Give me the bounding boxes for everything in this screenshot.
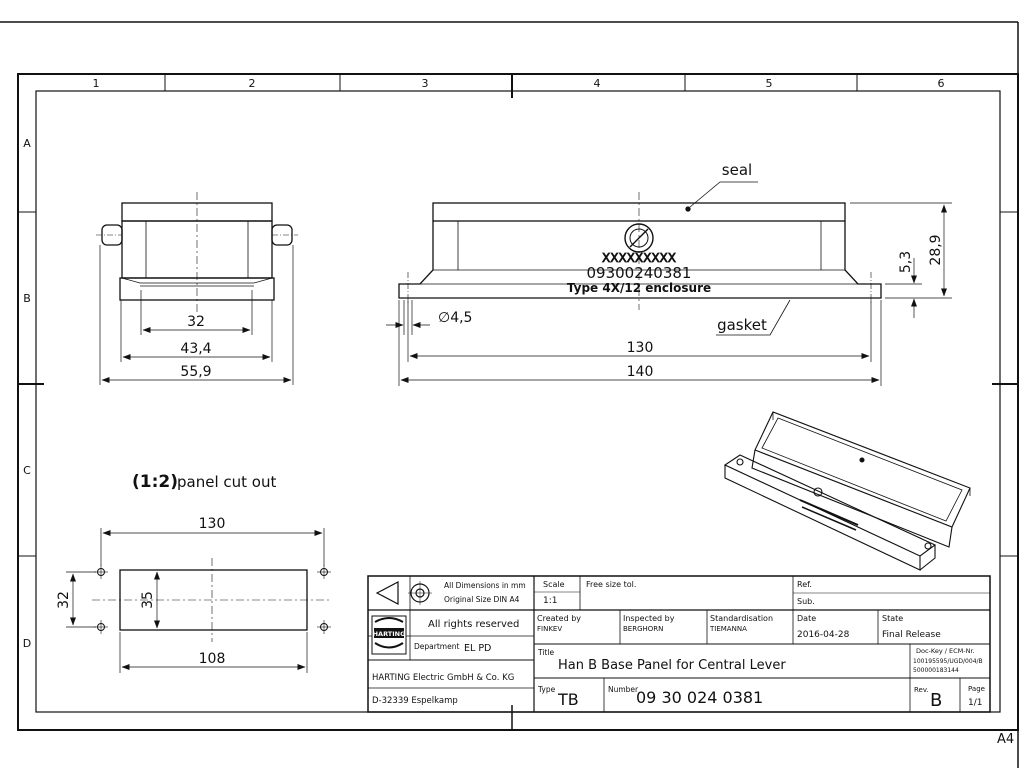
state-value: Final Release [882, 630, 941, 640]
logo-text: HARTING [372, 630, 406, 638]
title-block-text [372, 580, 985, 711]
harting-logo [372, 616, 406, 654]
title-label: Title [538, 648, 555, 657]
dim-label: 28,9 [928, 234, 944, 266]
side-view-labels [567, 161, 790, 335]
dim-label: 5,3 [898, 250, 914, 274]
column-labels [93, 77, 945, 90]
dim-label: 32 [56, 591, 72, 609]
doc-key-label: Doc-Key / ECM-Nr. [916, 647, 975, 655]
type-label: Type [538, 685, 556, 694]
dim-label: 35 [140, 591, 156, 609]
dim-label: 43,4 [180, 341, 212, 357]
dim-label: 108 [198, 651, 226, 667]
front-view [96, 192, 298, 312]
marking-line-1: XXXXXXXXX [602, 251, 676, 265]
cutout-scale: (1:2) [132, 472, 178, 492]
dim-label: 32 [187, 314, 205, 330]
department-value: EL PD [464, 643, 492, 654]
number-label: Number [608, 685, 639, 694]
doc-key-line-1: 100195595/UGD/004/B [913, 658, 983, 665]
col-label: 5 [765, 77, 773, 90]
cutout-dim-labels [56, 516, 225, 667]
title-value: Han B Base Panel for Central Lever [558, 658, 786, 673]
ref-label: Ref. [797, 580, 812, 589]
company-address: D-32339 Espelkamp [372, 696, 458, 706]
dim-label: 55,9 [180, 364, 212, 380]
col-label: 4 [593, 77, 601, 90]
dim-label: 130 [198, 516, 226, 532]
row-label: B [23, 292, 31, 305]
seal-label: seal [721, 161, 753, 179]
doc-key-line-2: 500000183144 [913, 667, 959, 674]
hole-dim-label: ∅4,5 [438, 310, 473, 326]
standardisation-label: Standardisation [710, 614, 774, 623]
row-labels [23, 137, 31, 650]
side-view-dim-labels [438, 234, 944, 380]
dim-label: 130 [626, 340, 654, 356]
company-name: HARTING Electric GmbH & Co. KG [372, 673, 515, 683]
scale-label: Scale [543, 580, 565, 589]
date-value: 2016-04-28 [797, 630, 850, 640]
col-label: 6 [937, 77, 945, 90]
dims-note-2: Original Size DIN A4 [444, 595, 520, 604]
sheet-frame [0, 22, 1018, 768]
col-label: 3 [421, 77, 429, 90]
cutout-dimensions [66, 528, 324, 673]
row-label: A [23, 137, 31, 150]
projection-symbol-icon [377, 581, 432, 605]
sub-label: Sub. [797, 597, 815, 606]
row-label: C [23, 464, 31, 477]
dims-note-1: All Dimensions in mm [444, 581, 526, 590]
scale-value: 1:1 [543, 596, 558, 606]
gasket-label: gasket [717, 316, 767, 334]
created-value: FINKEV [537, 625, 563, 633]
page-value: 1/1 [968, 698, 983, 708]
marking-line-2: 09300240381 [586, 264, 692, 282]
created-label: Created by [537, 614, 582, 623]
format-mark: A4 [997, 732, 1015, 747]
front-view-dim-labels [180, 314, 211, 380]
rights-text: All rights reserved [428, 619, 520, 630]
rev-label: Rev. [914, 686, 929, 694]
page-label: Page [968, 685, 985, 693]
number-value: 09 30 024 0381 [636, 688, 764, 707]
col-label: 1 [92, 77, 100, 90]
state-label: State [882, 614, 904, 623]
isometric-view [725, 412, 970, 570]
row-label: D [22, 637, 32, 650]
department-label: Department [414, 642, 460, 651]
tolerance-text: Free size tol. [586, 580, 637, 589]
col-label: 2 [248, 77, 256, 90]
rev-value: B [930, 690, 943, 711]
panel-cutout-view [92, 558, 332, 642]
inspected-value: BERGHORN [623, 625, 664, 633]
type-value: TB [558, 690, 579, 709]
standardisation-value: TIEMANNA [710, 625, 747, 633]
inspected-label: Inspected by [623, 614, 675, 623]
date-label: Date [797, 614, 817, 623]
dim-label: 140 [626, 364, 654, 380]
cutout-label: panel cut out [177, 473, 277, 491]
marking-line-3: Type 4X/12 enclosure [566, 281, 712, 295]
